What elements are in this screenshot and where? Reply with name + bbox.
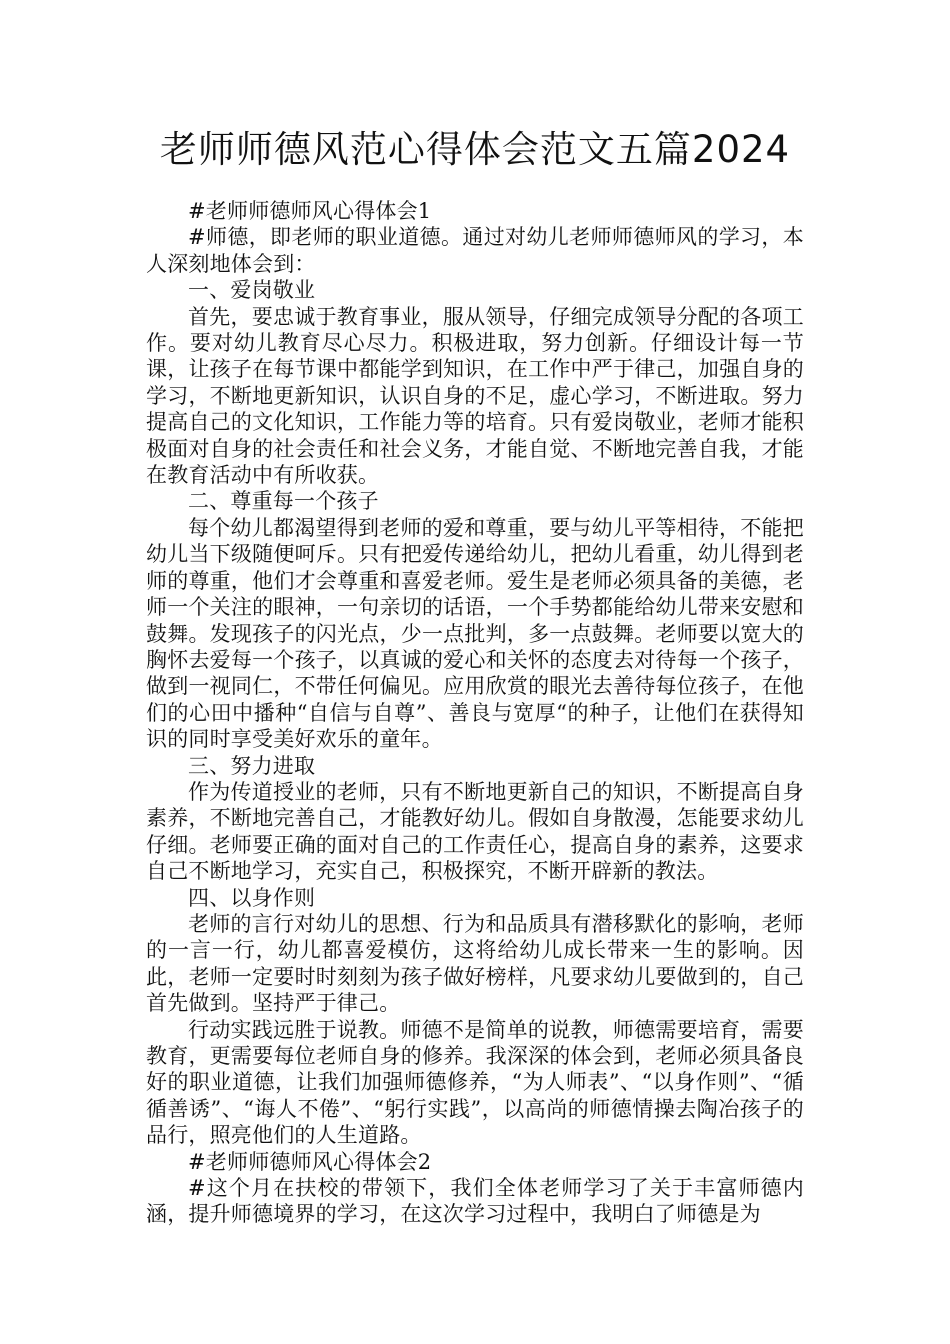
paragraph: 行动实践远胜于说教。师德不是简单的说教，师德需要培育，需要教育，更需要每位老师自身的修养。我深深的体会到，老师必须具备良好的职业道德，让我们加强师德修养，“为人师表”、“以身作则”、“循循善诱”、“诲人不倦”、“躬行实践”，以高尚的师德情操去陶冶孩子的品行，照亮他们的人生道路。 — [146, 1017, 804, 1148]
section-heading: 二、尊重每一个孩子 — [188, 489, 379, 514]
paragraph: 老师的言行对幼儿的思想、行为和品质具有潜移默化的影响，老师的一言一行，幼儿都喜爱模仿，这将给幼儿成长带来一生的影响。因此，老师一定要时时刻刻为孩子做好榜样，凡要求幼儿要做到的，自己首先做到。坚持严于律己。 — [146, 911, 804, 1016]
document-title: 老师师德风范心得体会范文五篇2024 — [159, 128, 791, 171]
paragraph: #师德，即老师的职业道德。通过对幼儿老师师德师风的学习，本人深刻地体会到： — [146, 225, 804, 276]
section-heading: 三、努力进取 — [188, 753, 316, 778]
section-heading: 四、以身作则 — [188, 885, 316, 910]
section-heading-essay-1: #老师师德师风心得体会1 — [188, 199, 432, 223]
section-heading: 一、爱岗敬业 — [188, 278, 316, 303]
paragraph: 作为传道授业的老师，只有不断地更新自己的知识，不断提高自身素养，不断地完善自己，才能教好幼儿。假如自身散漫，怎能要求幼儿仔细。老师要正确的面对自己的工作责任心，提高自身的素养，这要求自己不断地学习，充实自己，积极探究，不断开辟新的教法。 — [146, 779, 804, 884]
section-heading-essay-2: #老师师德师风心得体会2 — [188, 1149, 432, 1174]
document-body — [146, 198, 804, 1228]
paragraph: 首先，要忠诚于教育事业，服从领导，仔细完成领导分配的各项工作。要对幼儿教育尽心尽力。积极进取，努力创新。仔细设计每一节课，让孩子在每节课中都能学到知识，在工作中严于律己，加强自身的学习，不断地更新知识，认识自身的不足，虚心学习，不断进取。努力提高自己的文化知识，工作能力等的培育。只有爱岗敬业，老师才能积极面对自身的社会责任和社会义务，才能自觉、不断地完善自我，才能在教育活动中有所收获。 — [146, 304, 804, 488]
paragraph: 每个幼儿都渴望得到老师的爱和尊重，要与幼儿平等相待，不能把幼儿当下级随便呵斥。只有把爱传递给幼儿，把幼儿看重，幼儿得到老师的尊重，他们才会尊重和喜爱老师。爱生是老师必须具备的美德，老师一个关注的眼神，一句亲切的话语，一个手势都能给幼儿带来安慰和鼓舞。发现孩子的闪光点，少一点批判，多一点鼓舞。老师要以宽大的胸怀去爱每一个孩子，以真诚的爱心和关怀的态度去对待每一个孩子，做到一视同仁，不带任何偏见。应用欣赏的眼光去善待每位孩子，在他们的心田中播种“自信与自尊”、善良与宽厚“的种子，让他们在获得知识的同时享受美好欢乐的童年。 — [146, 515, 804, 752]
paragraph: #这个月在扶校的带领下，我们全体老师学习了关于丰富师德内涵，提升师德境界的学习，在这次学习过程中，我明白了师德是为 — [146, 1176, 804, 1227]
